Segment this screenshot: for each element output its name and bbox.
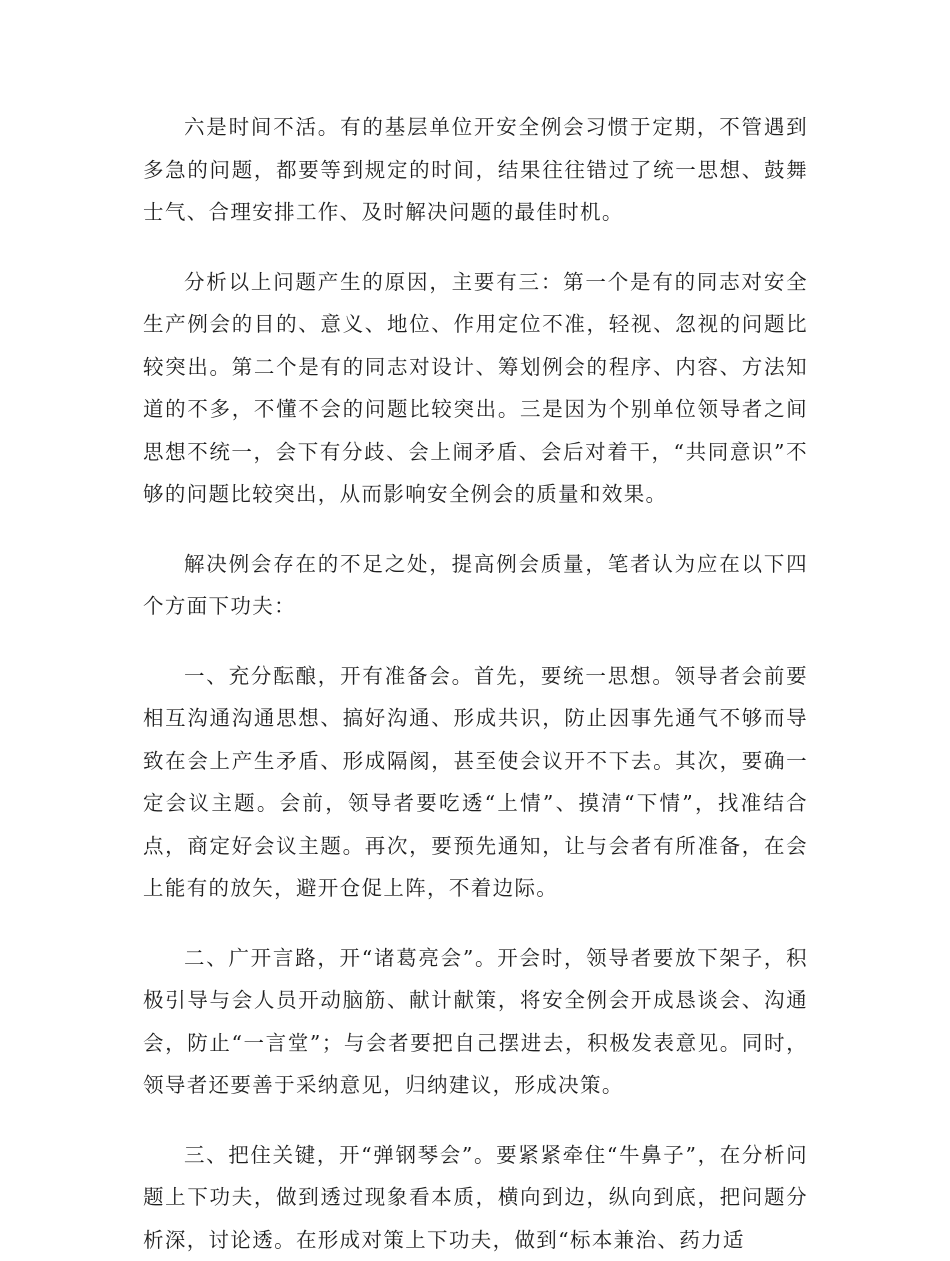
paragraph-point-one: 一、充分酝酿，开有准备会。首先，要统一思想。领导者会前要相互沟通沟通思想、搞好沟通、形成共识，防止因事先通气不够而导致在会上产生矛盾、形成隔阂，甚至使会议开不下去。其次，要确一定会议主题。会前，领导者要吃透“上情”、摸清“下情”，找准结合点，商定好会议主题。再次，要预先通知，让与会者有所准备，在会上能有的放矢，避开仓促上阵，不着边际。 xyxy=(143,655,808,910)
document-body xyxy=(143,106,808,1261)
paragraph-cause-analysis: 分析以上问题产生的原因，主要有三：第一个是有的同志对安全生产例会的目的、意义、地位、作用定位不准，轻视、忽视的问题比较突出。第二个是有的同志对设计、筹划例会的程序、内容、方法知道的不多，不懂不会的问题比较突出。三是因为个别单位领导者之间思想不统一，会下有分歧、会上闹矛盾、会后对着干，“共同意识”不够的问题比较突出，从而影响安全例会的质量和效果。 xyxy=(143,261,808,516)
paragraph-point-three: 三、把住关键，开“弹钢琴会”。要紧紧牵住“牛鼻子”，在分析问题上下功夫，做到透过现象看本质，横向到边，纵向到底，把问题分析深，讨论透。在形成对策上下功夫，做到“标本兼治、药力适 xyxy=(143,1134,808,1261)
paragraph-time-inflexible: 六是时间不活。有的基层单位开安全例会习惯于定期，不管遇到多急的问题，都要等到规定的时间，结果往往错过了统一思想、鼓舞士气、合理安排工作、及时解决问题的最佳时机。 xyxy=(143,106,808,234)
paragraph-point-two: 二、广开言路，开“诸葛亮会”。开会时，领导者要放下架子，积极引导与会人员开动脑筋、献计献策，将安全例会开成恳谈会、沟通会，防止“一言堂”；与会者要把自己摆进去，积极发表意见。同时，领导者还要善于采纳意见，归纳建议，形成决策。 xyxy=(143,937,808,1107)
paragraph-solution-intro: 解决例会存在的不足之处，提高例会质量，笔者认为应在以下四个方面下功夫： xyxy=(143,543,808,628)
